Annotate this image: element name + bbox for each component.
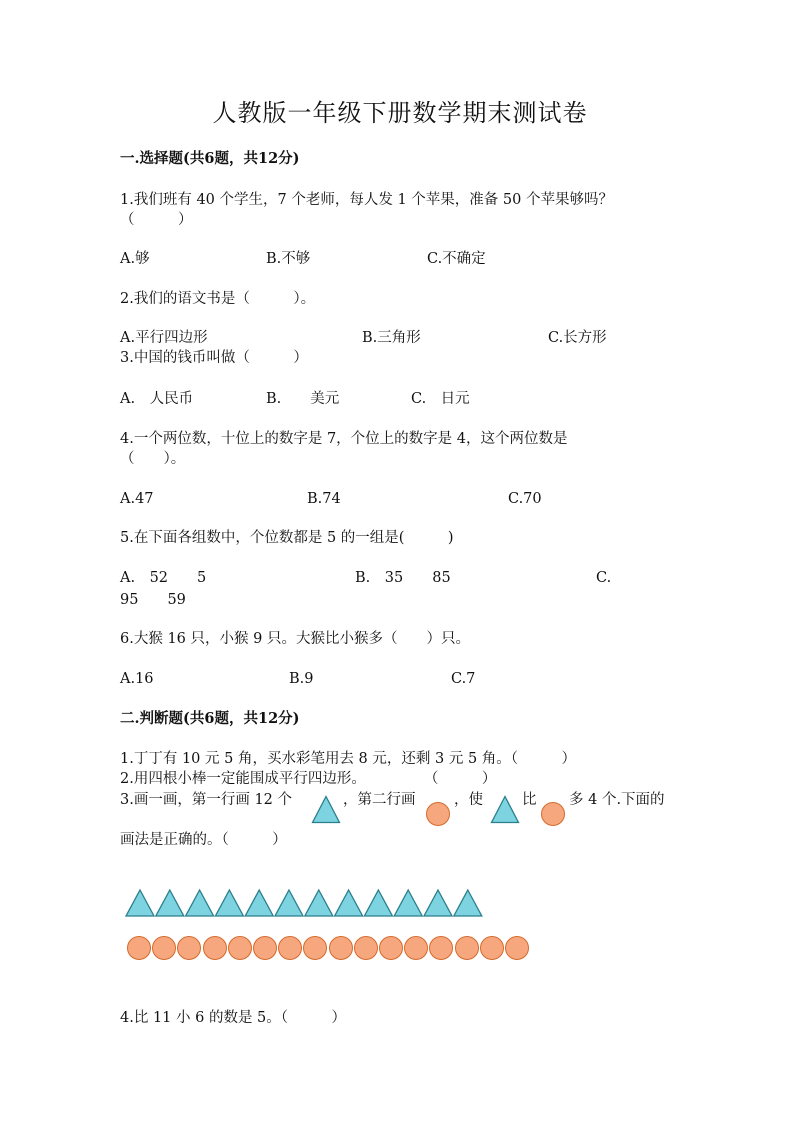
s1-q6-option-b: B.9 bbox=[289, 671, 314, 687]
s1-q4-blank: （ ）。 bbox=[120, 451, 186, 467]
triangle-shape bbox=[215, 890, 243, 916]
s1-q4-option-a: A.47 bbox=[120, 491, 154, 507]
s1-q1-text: 1.我们班有 40 个学生，7 个老师，每人发 1 个苹果，准备 50 个苹果够吗？ bbox=[120, 192, 613, 208]
circle-icon bbox=[426, 802, 450, 826]
triangle-shape bbox=[186, 890, 214, 916]
s1-q3-option-a: A. 人民币 bbox=[120, 391, 194, 407]
circle-icon bbox=[541, 802, 565, 826]
triangle-shape bbox=[424, 890, 452, 916]
s1-q3-option-b: B. 美元 bbox=[266, 391, 340, 407]
circle-shape bbox=[228, 936, 252, 960]
triangle-shape bbox=[335, 890, 363, 916]
s1-q5-option-c-values: 95 59 bbox=[120, 592, 186, 608]
circle-row bbox=[127, 936, 537, 964]
s1-q1-blank: （ ） bbox=[120, 212, 193, 228]
s1-q1-option-a: A.够 bbox=[120, 251, 150, 267]
circle-shape bbox=[303, 936, 327, 960]
s1-q5-option-b: B. 35 85 bbox=[355, 570, 451, 586]
circle-shape bbox=[278, 936, 302, 960]
section1-heading: 一.选择题(共6题，共12分) bbox=[120, 150, 300, 167]
s1-q5-text: 5.在下面各组数中，个位数都是 5 的一组是( ) bbox=[120, 530, 454, 546]
triangle-shape bbox=[364, 890, 392, 916]
page-title: 人教版一年级下册数学期末测试卷 bbox=[212, 99, 588, 127]
circle-shape bbox=[203, 936, 227, 960]
s1-q2-option-a: A.平行四边形 bbox=[120, 330, 208, 346]
circle-shape bbox=[379, 936, 403, 960]
s2-q3-text-part4: 比 bbox=[522, 792, 537, 808]
s2-q3-text-line2: 画法是正确的。（ ） bbox=[120, 832, 287, 848]
s1-q2-option-b: B.三角形 bbox=[362, 330, 421, 346]
triangle-icon bbox=[490, 795, 520, 824]
circle-shape bbox=[127, 936, 151, 960]
section2-heading: 二.判断题(共6题，共12分) bbox=[120, 710, 300, 727]
s1-q4-option-b: B.74 bbox=[307, 491, 341, 507]
s1-q6-option-a: A.16 bbox=[120, 671, 154, 687]
triangle-icon bbox=[311, 795, 341, 824]
circle-shape bbox=[455, 936, 479, 960]
s1-q1-option-b: B.不够 bbox=[266, 251, 311, 267]
circle-shape bbox=[354, 936, 378, 960]
s1-q1-option-c: C.不确定 bbox=[427, 251, 486, 267]
triangle-shape bbox=[305, 890, 333, 916]
triangle-shape bbox=[454, 890, 482, 916]
triangle-shape bbox=[156, 890, 184, 916]
s2-q2-text: 2.用四根小棒一定能围成平行四边形。 （ ） bbox=[120, 771, 497, 787]
triangle-row bbox=[125, 888, 505, 918]
s1-q5-option-a: A. 52 5 bbox=[120, 570, 207, 586]
circle-shape bbox=[480, 936, 504, 960]
s1-q4-option-c: C.70 bbox=[508, 491, 542, 507]
circle-shape bbox=[177, 936, 201, 960]
triangle-shape bbox=[126, 890, 154, 916]
triangle-shape bbox=[245, 890, 273, 916]
triangle-shape bbox=[275, 890, 303, 916]
s1-q5-option-c: C. bbox=[596, 570, 612, 586]
circle-shape bbox=[253, 936, 277, 960]
circle-shape bbox=[505, 936, 529, 960]
s1-q3-text: 3.中国的钱币叫做（ ） bbox=[120, 350, 308, 366]
circle-shape bbox=[429, 936, 453, 960]
circle-shape bbox=[329, 936, 353, 960]
s1-q4-text: 4.一个两位数，十位上的数字是 7，个位上的数字是 4，这个两位数是 bbox=[120, 431, 568, 447]
s2-q3-text-part5: 多 4 个.下面的 bbox=[569, 792, 665, 808]
triangle-shape bbox=[394, 890, 422, 916]
s2-q4-text: 4.比 11 小 6 的数是 5。（ ） bbox=[120, 1010, 347, 1026]
s1-q6-option-c: C.7 bbox=[451, 671, 476, 687]
circle-shape bbox=[152, 936, 176, 960]
s1-q2-text: 2.我们的语文书是（ ）。 bbox=[120, 291, 316, 307]
s2-q3-text-part1: 3.画一画，第一行画 12 个 bbox=[120, 792, 293, 808]
s1-q6-text: 6.大猴 16 只，小猴 9 只。大猴比小猴多（ ）只。 bbox=[120, 631, 470, 647]
s1-q2-option-c: C.长方形 bbox=[548, 330, 607, 346]
s2-q3-text-part2: ，第二行画 bbox=[343, 792, 416, 808]
s2-q1-text: 1.丁丁有 10 元 5 角，买水彩笔用去 8 元，还剩 3 元 5 角。（ ） bbox=[120, 751, 577, 767]
s2-q3-text-part3: ，使 bbox=[454, 792, 483, 808]
s1-q3-option-c: C. 日元 bbox=[411, 391, 470, 407]
circle-shape bbox=[404, 936, 428, 960]
